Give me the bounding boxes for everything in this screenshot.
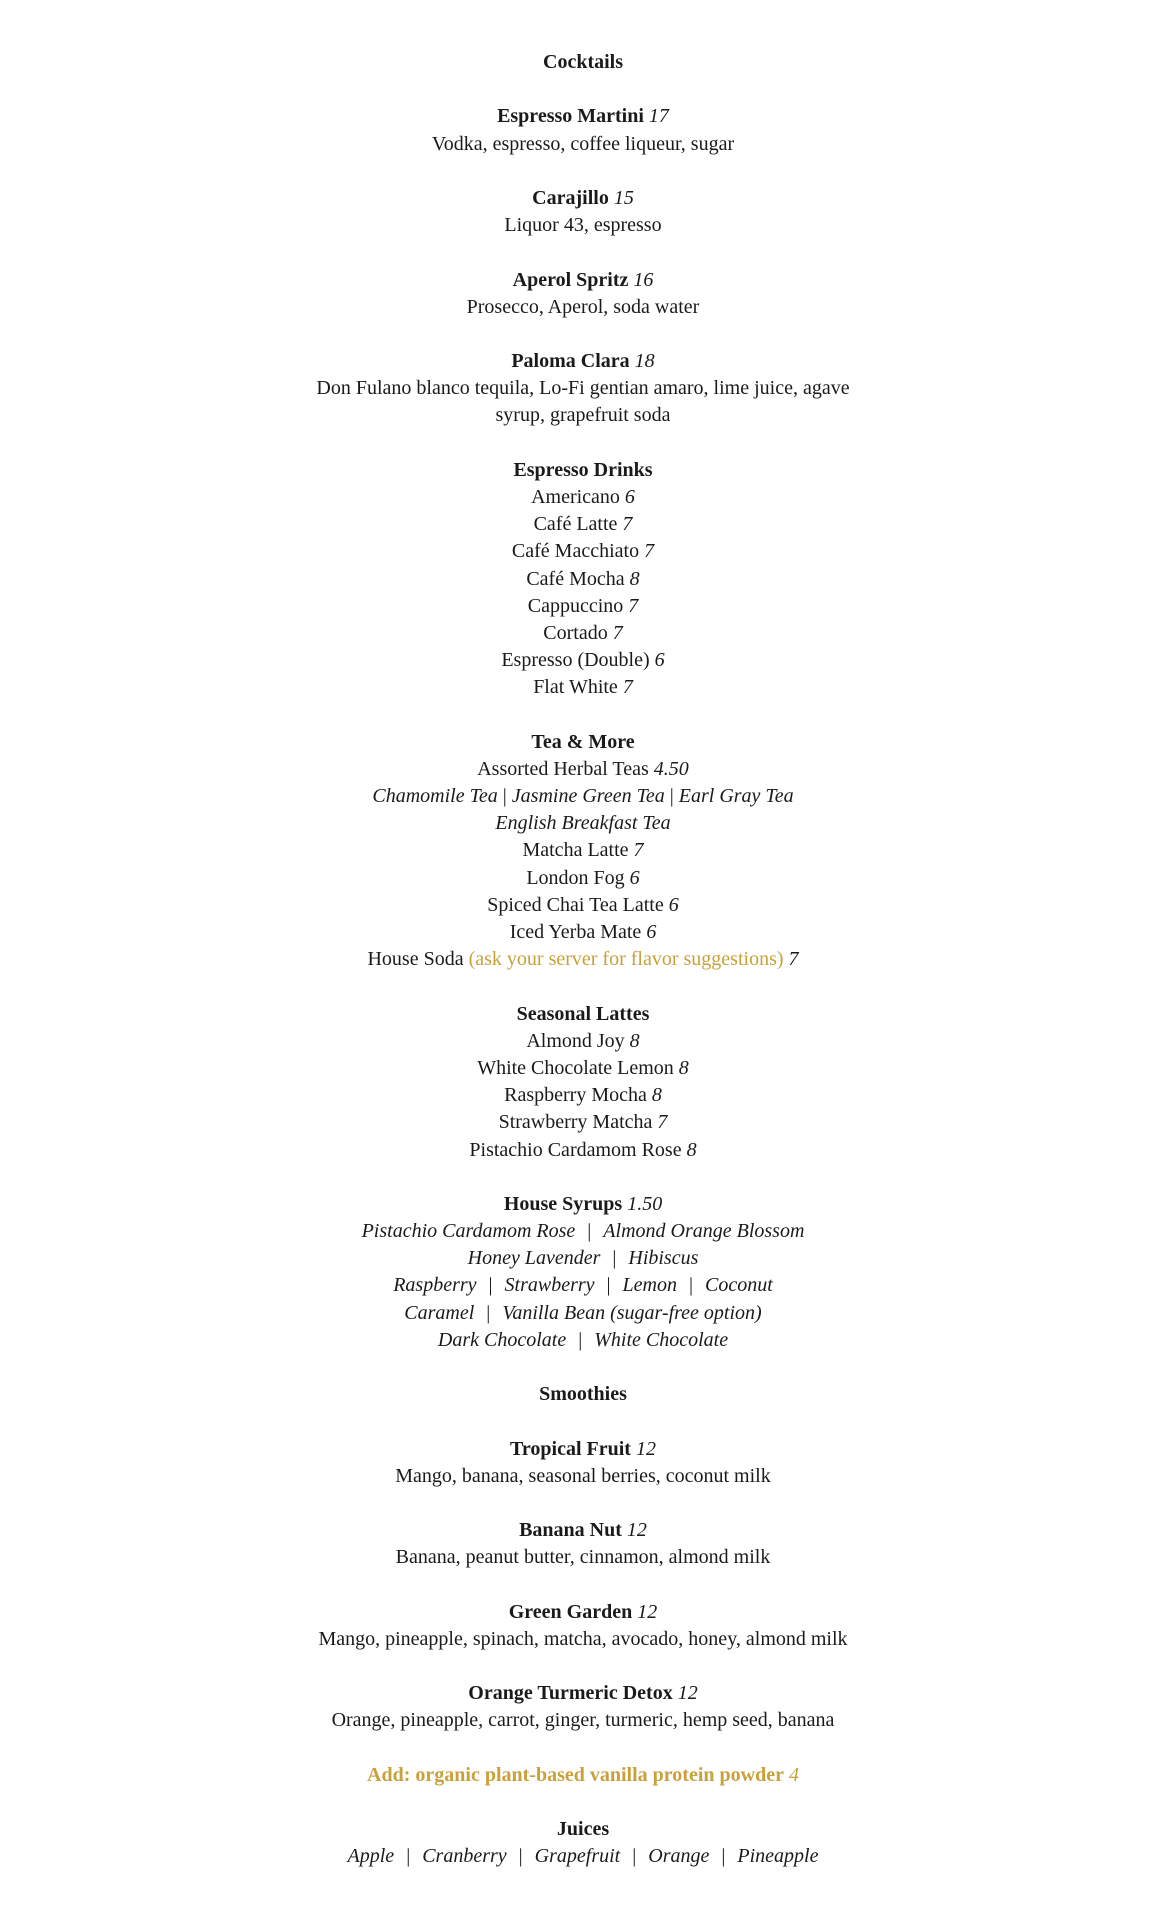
syrup-row <box>0 1218 1166 1245</box>
menu-item <box>0 1082 1166 1109</box>
menu-item <box>0 593 1166 620</box>
juice-item: Grapefruit <box>534 1845 621 1868</box>
menu-item <box>0 484 1166 511</box>
separator: | <box>721 1845 726 1868</box>
menu-item <box>0 647 1166 674</box>
item-name: Cortado <box>543 621 608 644</box>
section-title: House Syrups <box>503 1192 623 1215</box>
item-price: 17 <box>648 105 669 128</box>
syrup-flavor: Lemon <box>622 1274 677 1297</box>
item-description: Prosecco, Aperol, soda water <box>466 295 700 318</box>
item-price: 8 <box>629 567 640 590</box>
item-name: Espresso Martini <box>497 105 644 128</box>
menu-item-green-garden <box>0 1599 1166 1626</box>
item-price: 15 <box>613 186 634 209</box>
section-heading-juices: Juices <box>556 1818 610 1841</box>
item-price: 6 <box>668 893 679 916</box>
separator: | <box>488 1274 493 1297</box>
tea-option: Earl Gray Tea <box>678 785 794 808</box>
menu-item <box>0 892 1166 919</box>
item-price: 7 <box>612 621 623 644</box>
section-heading-syrups <box>0 1191 1166 1218</box>
item-price: 16 <box>633 268 654 291</box>
separator: | <box>406 1845 411 1868</box>
separator: | <box>669 785 674 808</box>
menu-item <box>0 865 1166 892</box>
menu-item <box>0 674 1166 701</box>
item-price: 4.50 <box>653 757 689 780</box>
item-price: 8 <box>651 1084 662 1107</box>
item-name: Cappuccino <box>527 594 624 617</box>
tea-option: English Breakfast Tea <box>495 812 671 835</box>
juice-item: Cranberry <box>422 1845 507 1868</box>
menu-item <box>0 511 1166 538</box>
item-description: Orange, pineapple, carrot, ginger, turmeric, hemp seed, banana <box>331 1709 835 1732</box>
syrup-flavor: Coconut <box>705 1274 773 1297</box>
separator: | <box>606 1274 611 1297</box>
item-price: 7 <box>622 513 633 536</box>
syrup-row <box>0 1300 1166 1327</box>
item-name: Iced Yerba Mate <box>509 921 642 943</box>
menu-item <box>0 538 1166 565</box>
menu-item-espresso-martini <box>0 103 1166 130</box>
separator: | <box>689 1274 694 1297</box>
item-description: Vodka, espresso, coffee liqueur, sugar <box>431 132 735 155</box>
item-price: 6 <box>629 866 640 889</box>
syrup-row <box>0 1327 1166 1354</box>
item-name: Paloma Clara <box>511 350 630 373</box>
syrup-flavor: Strawberry <box>504 1274 595 1297</box>
menu-item <box>0 837 1166 864</box>
item-description: Banana, peanut butter, cinnamon, almond milk <box>395 1546 771 1569</box>
separator: | <box>587 1220 592 1243</box>
juice-list <box>0 1843 1166 1870</box>
item-name: Americano <box>531 486 620 508</box>
section-heading-smoothies: Smoothies <box>539 1383 627 1406</box>
menu-item-banana-nut <box>0 1517 1166 1544</box>
item-name: Café Macchiato <box>511 540 640 563</box>
section-heading-cocktails: Cocktails <box>543 51 623 73</box>
item-price: 8 <box>629 1029 640 1052</box>
syrup-flavor: Almond Orange Blossom <box>603 1220 805 1243</box>
item-price: 7 <box>633 839 644 862</box>
menu-item <box>0 919 1166 946</box>
syrup-flavor: Caramel <box>404 1301 475 1324</box>
separator: | <box>632 1845 637 1868</box>
item-name: London Fog <box>526 866 625 889</box>
menu-item <box>0 1055 1166 1082</box>
item-name: Assorted Herbal Teas <box>477 757 649 780</box>
item-name: Tropical Fruit <box>510 1437 631 1460</box>
item-price: 6 <box>654 649 665 672</box>
item-name: Café Latte <box>533 513 618 536</box>
menu-item-orange-turmeric-detox <box>0 1680 1166 1707</box>
item-name: Raspberry Mocha <box>504 1084 647 1107</box>
tea-option: Chamomile Tea <box>372 785 498 808</box>
item-name: Banana Nut <box>519 1519 622 1542</box>
item-name: Pistachio Cardamom Rose <box>469 1138 682 1161</box>
item-price: 8 <box>678 1056 689 1079</box>
herbal-tea-options <box>0 783 1166 810</box>
menu-item <box>0 620 1166 647</box>
menu-item <box>0 1109 1166 1136</box>
section-heading-seasonal: Seasonal Lattes <box>516 1002 650 1025</box>
item-price: 7 <box>622 676 633 699</box>
separator: | <box>578 1328 583 1351</box>
juice-item: Pineapple <box>737 1845 819 1868</box>
item-name: Aperol Spritz <box>512 268 629 291</box>
juice-item: Apple <box>347 1845 395 1868</box>
item-price: 6 <box>646 921 657 943</box>
item-name: Orange Turmeric Detox <box>468 1682 673 1705</box>
item-description: Mango, banana, seasonal berries, coconut milk <box>395 1464 771 1487</box>
item-price: 18 <box>634 350 655 373</box>
item-price: 7 <box>644 540 655 563</box>
item-price: 12 <box>637 1600 658 1623</box>
item-price: 7 <box>788 948 799 971</box>
item-price: 12 <box>626 1519 647 1542</box>
item-price: 6 <box>624 486 635 508</box>
addon-label: Add: organic plant-based vanilla protein powder <box>367 1763 784 1786</box>
menu-item-paloma-clara <box>0 348 1166 375</box>
item-price: 1.50 <box>627 1192 663 1215</box>
section-heading-tea: Tea & More <box>531 730 635 753</box>
item-name: Strawberry Matcha <box>498 1111 653 1134</box>
item-name: Flat White <box>533 676 618 699</box>
menu-item <box>0 566 1166 593</box>
item-name: Green Garden <box>508 1600 633 1623</box>
item-name: White Chocolate Lemon <box>477 1056 674 1079</box>
item-name: House Soda <box>367 948 464 971</box>
separator: | <box>518 1845 523 1868</box>
menu-item-tropical-fruit <box>0 1436 1166 1463</box>
syrup-flavor: Dark Chocolate <box>437 1328 567 1351</box>
protein-addon <box>0 1762 1166 1789</box>
syrup-row <box>0 1245 1166 1272</box>
menu-item-aperol-spritz <box>0 267 1166 294</box>
item-name: Matcha Latte <box>522 839 629 862</box>
item-description: Mango, pineapple, spinach, matcha, avocado, honey, almond milk <box>318 1627 848 1650</box>
syrup-flavor: Hibiscus <box>628 1247 699 1270</box>
syrup-flavor: Vanilla Bean (sugar-free option) <box>502 1301 762 1324</box>
item-note: (ask your server for flavor suggestions) <box>468 948 784 971</box>
menu-item-carajillo <box>0 185 1166 212</box>
item-description: Don Fulano blanco tequila, Lo-Fi gentian amaro, lime juice, agave <box>316 377 850 400</box>
item-price: 7 <box>657 1111 668 1134</box>
item-price: 12 <box>677 1682 698 1705</box>
separator: | <box>502 785 507 808</box>
item-description: Liquor 43, espresso <box>504 214 662 237</box>
item-price: 8 <box>686 1138 697 1161</box>
syrup-flavor: White Chocolate <box>594 1328 729 1351</box>
item-price: 12 <box>635 1437 656 1460</box>
drink-menu <box>0 49 1166 1871</box>
section-heading-espresso: Espresso Drinks <box>513 458 653 481</box>
menu-item-herbal-teas <box>0 756 1166 783</box>
item-name: Carajillo <box>532 186 609 209</box>
menu-item <box>0 1028 1166 1055</box>
juice-item: Orange <box>648 1845 710 1868</box>
tea-option: Jasmine Green Tea <box>511 785 665 808</box>
syrup-flavor: Raspberry <box>393 1274 477 1297</box>
menu-item <box>0 1137 1166 1164</box>
item-price: 7 <box>628 594 639 617</box>
item-name: Spiced Chai Tea Latte <box>487 893 664 916</box>
syrup-row <box>0 1272 1166 1299</box>
syrup-flavor: Honey Lavender <box>467 1247 601 1270</box>
separator: | <box>486 1301 491 1324</box>
menu-item-house-soda <box>0 946 1166 973</box>
item-name: Almond Joy <box>526 1029 625 1052</box>
separator: | <box>612 1247 617 1270</box>
syrup-flavor: Pistachio Cardamom Rose <box>361 1220 576 1243</box>
addon-price: 4 <box>788 1763 799 1786</box>
item-name: Café Mocha <box>526 567 625 590</box>
item-description-cont: syrup, grapefruit soda <box>495 404 671 427</box>
item-name: Espresso (Double) <box>501 649 650 672</box>
